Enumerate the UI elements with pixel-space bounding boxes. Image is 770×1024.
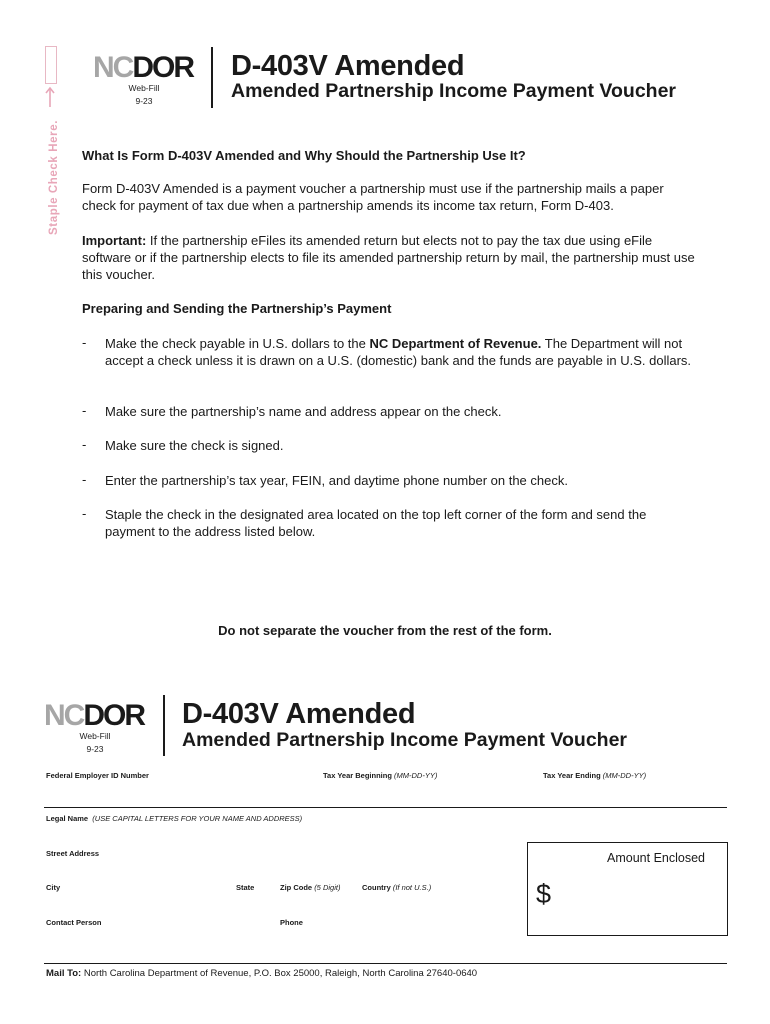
tax-year-beginning-text: Tax Year Beginning (323, 771, 392, 780)
amount-enclosed-label: Amount Enclosed (607, 851, 705, 865)
voucher-web-fill-text: Web-Fill (79, 731, 111, 741)
legal-name-hint: (USE CAPITAL LETTERS FOR YOUR NAME AND ADDRESS) (92, 814, 303, 823)
bullet-payable-bold: NC Department of Revenue. (369, 336, 542, 351)
tax-year-ending-text: Tax Year Ending (543, 771, 601, 780)
bullet-signed: Make sure the check is signed. (105, 438, 284, 453)
legal-name-label (46, 814, 302, 823)
bullet-payable-text-a: Make the check payable in U.S. dollars to the (105, 336, 370, 351)
important-text: If the partnership eFiles its amended return but elects not to pay the tax due using eFile software or if the partnership elects to file its amended partnership return by mail, the partnership must use this voucher. (82, 233, 695, 282)
bullet-payable-text-b: The Department will not accept a check unless it is drawn on a U.S. (domestic) bank and the funds are payable in U.S. dollars. (105, 336, 692, 368)
phone-label: Phone (280, 918, 303, 927)
country-hint: (If not U.S.) (392, 883, 432, 892)
fein-line[interactable] (44, 807, 727, 808)
legal-name-text: Legal Name (46, 814, 89, 823)
voucher-ncdor-logo (44, 701, 144, 731)
zip-code-text: Zip Code (280, 883, 313, 892)
mail-to-label: Mail To: (46, 968, 82, 979)
tax-year-beginning-hint: (MM-DD-YY) (394, 771, 438, 780)
fein-label: Federal Employer ID Number (46, 771, 149, 780)
logo-nc: NC (93, 51, 133, 84)
dollar-sign: $ (536, 879, 552, 909)
voucher-form-title: D-403V Amended (182, 698, 416, 730)
web-fill-text: Web-Fill (128, 83, 160, 93)
tax-year-ending-hint: (MM-DD-YY) (602, 771, 647, 780)
amount-enclosed-box[interactable] (527, 842, 728, 936)
voucher-logo-nc: NC (44, 699, 84, 732)
form-title: D-403V Amended (231, 50, 465, 82)
bullet-payable (105, 335, 695, 369)
arrow-up-icon (44, 86, 56, 108)
do-not-separate-note: Do not separate the voucher from the rest of the form. (218, 623, 552, 638)
bullet-dash: - (82, 335, 87, 350)
tax-year-beginning-label (323, 771, 437, 780)
important-label: Important: (82, 233, 147, 248)
version-text: 9-23 (135, 96, 153, 106)
country-label (362, 883, 431, 892)
voucher-logo-dor: DOR (83, 699, 145, 732)
voucher-web-fill-label (59, 730, 131, 756)
country-text: Country (362, 883, 391, 892)
form-subtitle: Amended Partnership Income Payment Voucher (231, 80, 677, 102)
intro-paragraph: Form D-403V Amended is a payment voucher a partnership must use if the partnership mails a paper check for payment of tax due when a partnership amends its income tax return, Form D-403. (82, 181, 664, 213)
zip-code-hint: (5 Digit) (314, 883, 341, 892)
important-paragraph (82, 232, 696, 283)
web-fill-label (108, 82, 180, 108)
preparing-heading: Preparing and Sending the Partnership’s Payment (82, 301, 392, 316)
mail-to-address: North Carolina Department of Revenue, P.O. Box 25000, Raleigh, North Carolina 27640-0640 (81, 968, 478, 979)
header-divider (211, 47, 213, 108)
street-address-label: Street Address (46, 849, 100, 858)
bullet-dash: - (82, 506, 87, 521)
bullet-tax-year: Enter the partnership’s tax year, FEIN, and daytime phone number on the check. (105, 473, 568, 488)
bullet-name-address: Make sure the partnership’s name and address appear on the check. (105, 404, 502, 419)
mail-to-rule (44, 963, 727, 964)
tax-year-ending-label (543, 771, 646, 780)
city-label: City (46, 883, 61, 892)
bullet-staple: Staple the check in the designated area located on the top left corner of the form and send the payment to the address listed below. (105, 507, 647, 539)
staple-area-box (45, 46, 57, 84)
voucher-form-subtitle: Amended Partnership Income Payment Voucher (182, 729, 628, 751)
state-label: State (236, 883, 255, 892)
ncdor-logo (93, 53, 193, 83)
zip-code-label (280, 883, 340, 892)
voucher-version-text: 9-23 (86, 744, 104, 754)
logo-dor: DOR (132, 51, 194, 84)
staple-check-here-text: Staple Check Here. (48, 120, 60, 235)
voucher-header-divider (163, 695, 165, 756)
bullet-dash: - (82, 472, 87, 487)
bullet-dash: - (82, 437, 87, 452)
question-heading: What Is Form D-403V Amended and Why Should the Partnership Use It? (82, 148, 526, 163)
bullet-dash: - (82, 403, 87, 418)
mail-to-line (46, 968, 477, 979)
contact-person-label: Contact Person (46, 918, 102, 927)
